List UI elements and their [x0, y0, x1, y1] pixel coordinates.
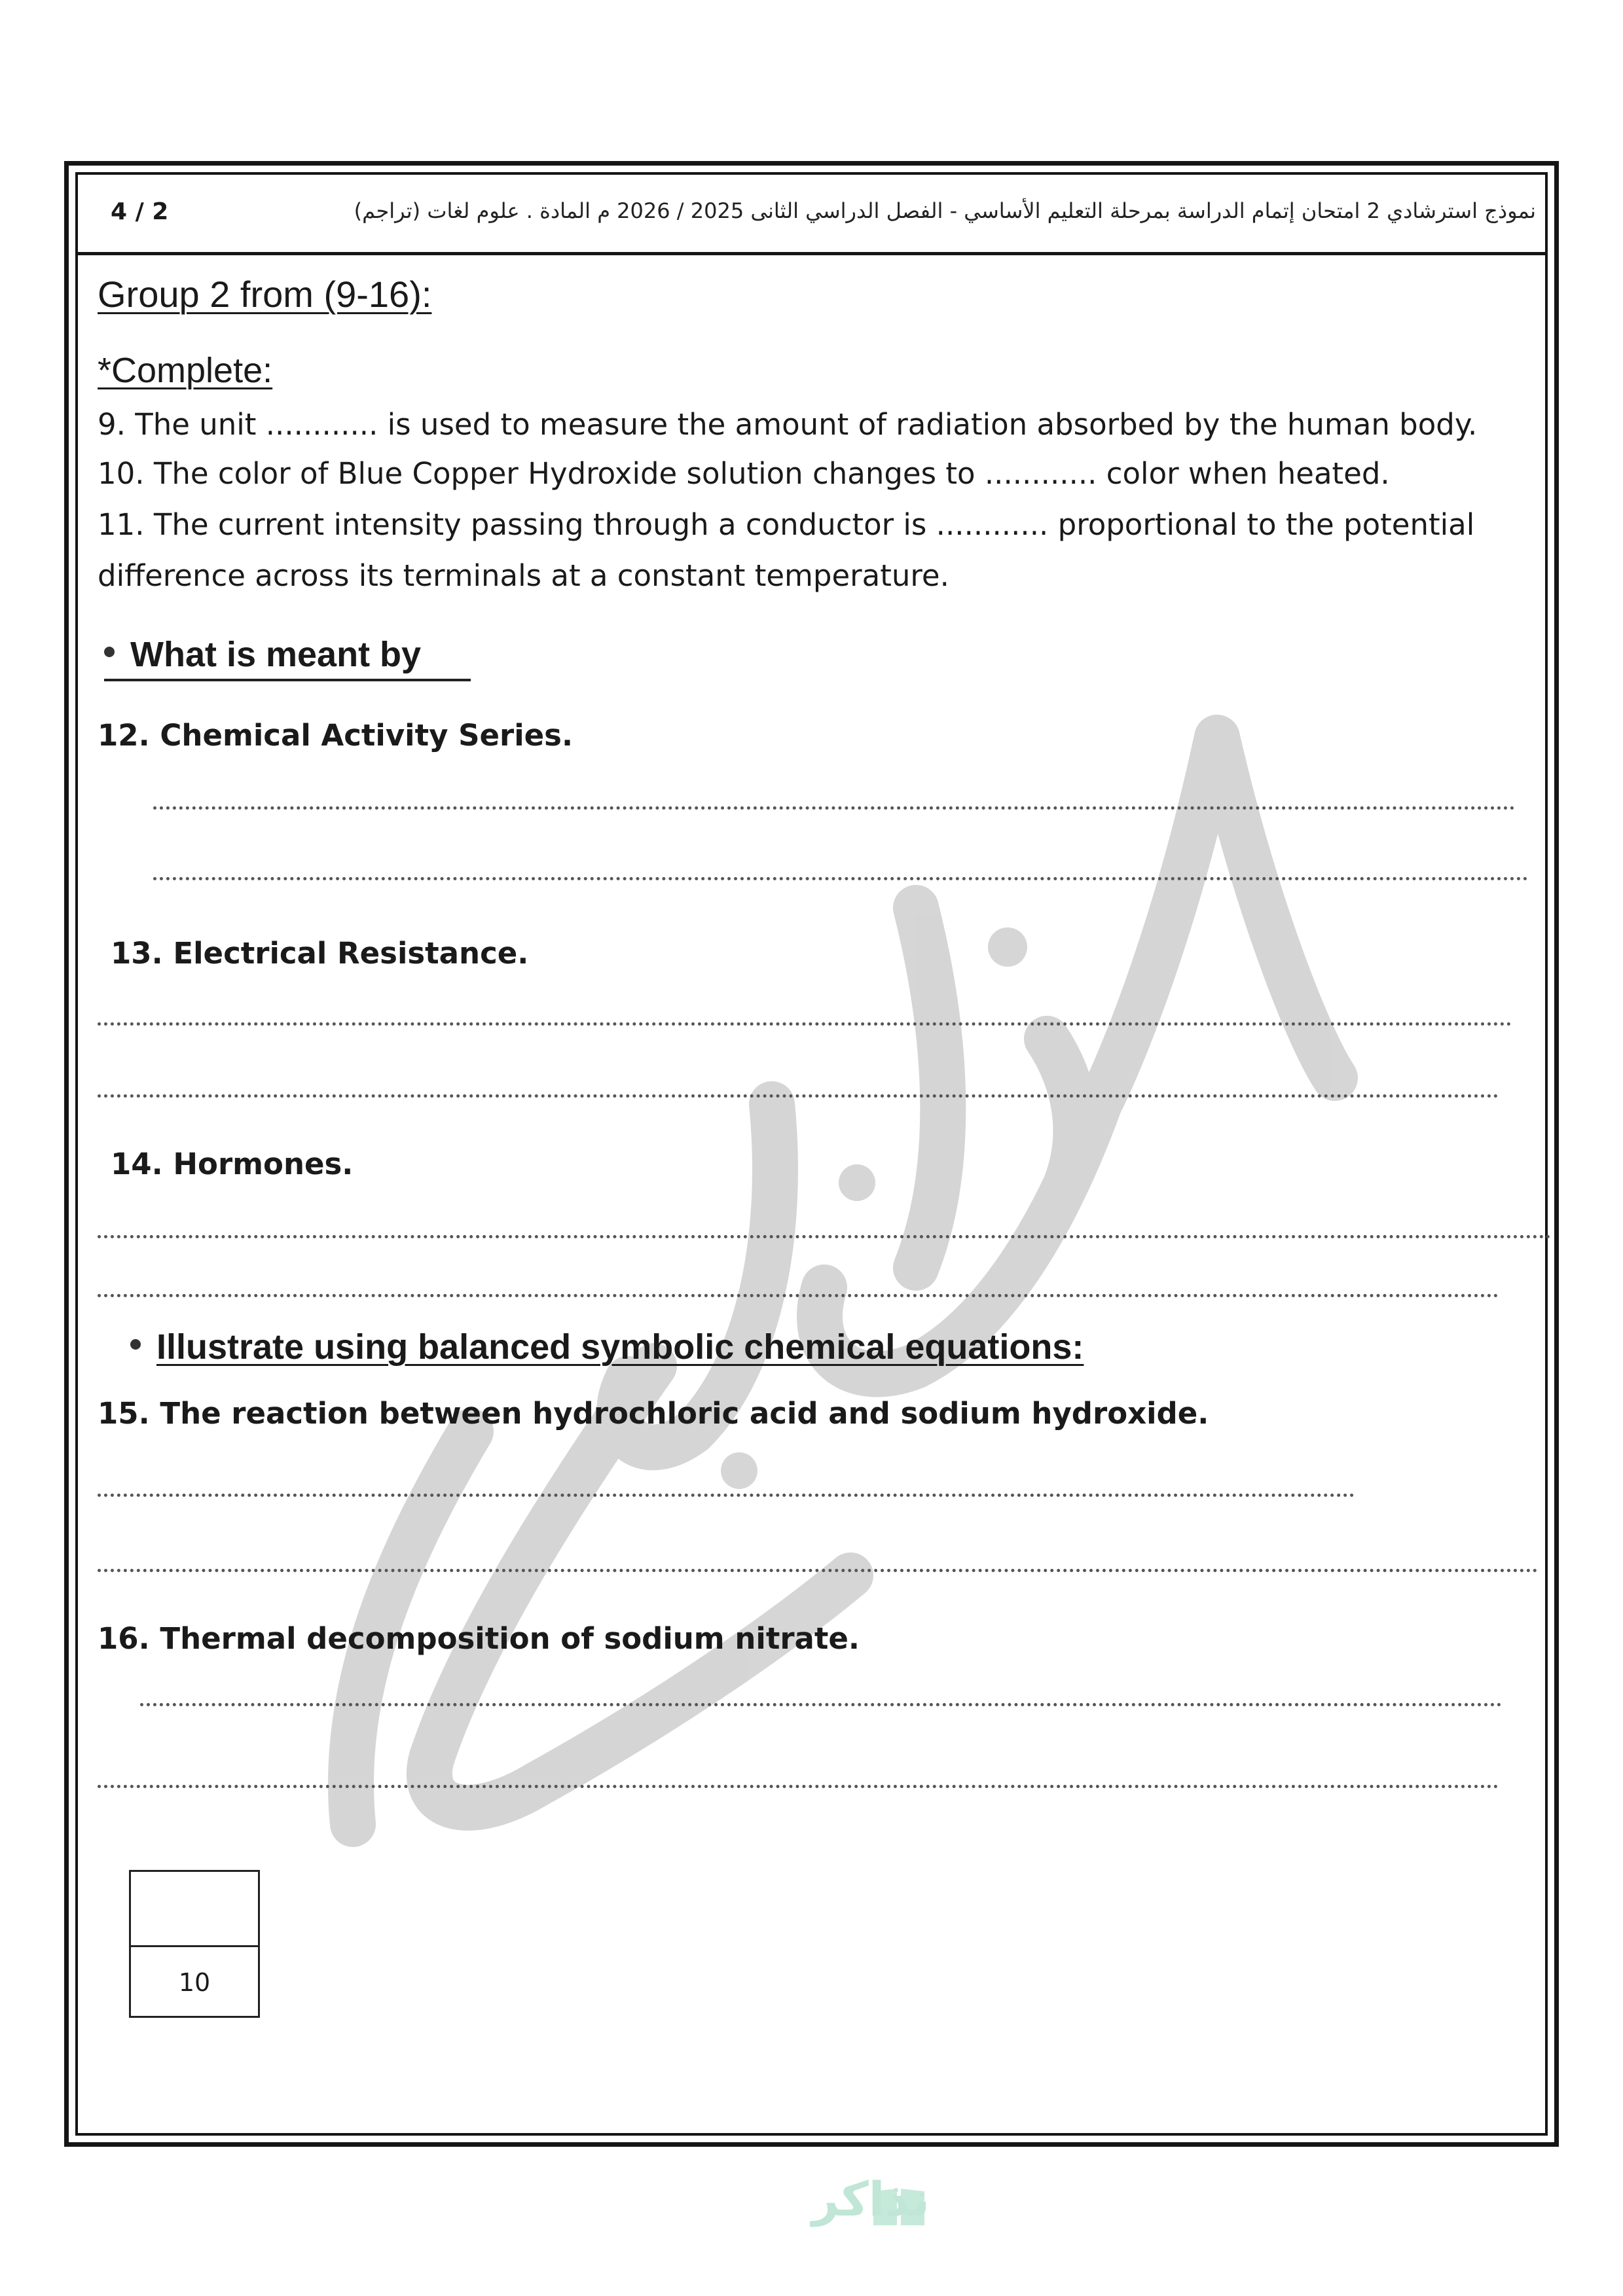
- score-box: [129, 1870, 260, 2018]
- answer-line[interactable]: [98, 1294, 1499, 1297]
- page-number: 4 / 2: [111, 198, 169, 225]
- illustrate-heading: [130, 1327, 1084, 1367]
- question-14: 14. Hormones.: [111, 1147, 354, 1181]
- question-9: 9. The unit ............ is used to measure the amount of radiation absorbed by the human body.: [98, 407, 1478, 442]
- question-11-line-1: 11. The current intensity passing through a conductor is ............ proportional to the potential: [98, 507, 1475, 542]
- page-frame-inner: [75, 172, 1548, 2136]
- meant-heading: [104, 634, 471, 681]
- meant-heading-text: What is meant by: [130, 635, 422, 674]
- exam-header: [78, 175, 1545, 255]
- score-obtained-cell[interactable]: [131, 1872, 258, 1947]
- answer-line[interactable]: [140, 1703, 1502, 1706]
- answer-line[interactable]: [98, 1022, 1512, 1026]
- bullet-icon: [104, 647, 115, 657]
- answer-line[interactable]: [98, 1094, 1499, 1098]
- score-total: 10: [178, 1968, 211, 1997]
- group-title: Group 2 from (9-16):: [98, 274, 432, 315]
- question-13: 13. Electrical Resistance.: [111, 936, 529, 971]
- answer-line[interactable]: [98, 1494, 1355, 1497]
- answer-line[interactable]: [98, 1235, 1551, 1238]
- page-frame: [64, 161, 1559, 2147]
- answer-line[interactable]: [98, 1785, 1499, 1788]
- exam-header-title: نموذج استرشادي 2 امتحان إتمام الدراسة بمرحلة التعليم الأساسي - الفصل الدراسي الثانى 2025 / 2026 م المادة . علوم لغات (تراجم): [354, 198, 1536, 223]
- brand-logo: نذاكر: [812, 2172, 930, 2227]
- question-16: 16. Thermal decomposition of sodium nitrate.: [98, 1621, 860, 1656]
- question-15: 15. The reaction between hydrochloric acid and sodium hydroxide.: [98, 1396, 1209, 1431]
- illustrate-heading-text: Illustrate using balanced symbolic chemical equations:: [156, 1327, 1084, 1367]
- question-12: 12. Chemical Activity Series.: [98, 718, 574, 753]
- bullet-icon: [130, 1339, 141, 1350]
- answer-line[interactable]: [153, 877, 1528, 880]
- question-10: 10. The color of Blue Copper Hydroxide solution changes to ............ color when heated.: [98, 456, 1390, 491]
- complete-heading: *Complete:: [98, 351, 273, 390]
- answer-line[interactable]: [98, 1569, 1538, 1572]
- answer-line[interactable]: [153, 806, 1515, 810]
- question-11-line-2: difference across its terminals at a constant temperature.: [98, 558, 949, 593]
